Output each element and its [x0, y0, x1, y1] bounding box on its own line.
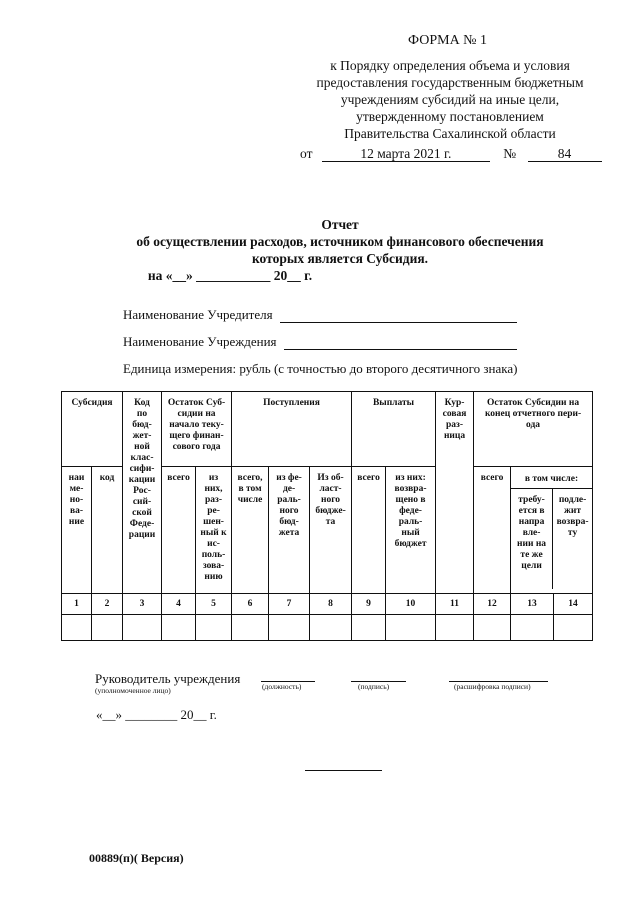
decree-date-line: [300, 146, 602, 162]
form-number: ФОРМА № 1: [408, 33, 488, 48]
signature-authorized-label: (уполномоченное лицо): [95, 686, 171, 695]
subheader-required-line: напра: [518, 517, 545, 527]
header-line: Правительства Сахалинской области: [344, 126, 556, 141]
table-cell[interactable]: [196, 615, 232, 641]
column-number: 10: [386, 594, 436, 615]
subheader-code: код: [92, 467, 123, 594]
subheader-permitted: [196, 467, 232, 594]
subheader-federal-line: де-: [282, 484, 296, 494]
subheader-federal-line: раль-: [277, 495, 301, 505]
decree-date: 12 марта 2021 г.: [322, 146, 490, 162]
number-label: №: [503, 146, 517, 161]
header-balance-end-line: Остаток Субсидии на: [487, 398, 580, 408]
header-budget-code-line: ной: [134, 442, 150, 452]
header-balance-start-line: щего финан-: [169, 431, 224, 441]
column-numbers-row: [62, 594, 593, 615]
header-balance-end-line: конец отчетного пери-: [484, 409, 582, 419]
table-cell[interactable]: [92, 615, 123, 641]
subheader-federal-line: бюд-: [279, 517, 299, 527]
founder-field: [123, 307, 517, 323]
form-header: [290, 57, 610, 142]
founder-input-line[interactable]: [280, 310, 517, 323]
subheader-receipts-total-line: всего,: [237, 473, 263, 483]
header-budget-code-line: Феде-: [129, 519, 155, 529]
header-balance-end-line: ода: [526, 420, 541, 430]
subheader-regional: [310, 467, 352, 594]
subheader-receipts-total-line: числе: [237, 495, 263, 505]
subheader-required-line: цели: [521, 561, 542, 571]
report-subtitle: об осуществлении расходов, источником финансового обеспечения: [136, 234, 544, 249]
from-label: от: [300, 146, 313, 161]
column-number: 14: [554, 594, 593, 615]
subheader-payments-federal-line: ный: [401, 528, 420, 538]
subheader-name: [62, 467, 92, 594]
subheader-regional-line: Из об-: [317, 473, 344, 483]
header-balance-start-line: сидии на: [177, 409, 216, 419]
subheader-required-line: вле-: [522, 528, 541, 538]
subheader-start-total: всего: [162, 467, 196, 594]
header-subsidy: Субсидия: [62, 392, 123, 467]
subheader-permitted-line: нию: [204, 572, 223, 582]
subheader-name-line: ва-: [69, 506, 84, 516]
header-payments: Выплаты: [352, 392, 436, 467]
column-number: 12: [474, 594, 511, 615]
subheader-permitted-line: ис-: [207, 539, 220, 549]
column-number: 9: [352, 594, 386, 615]
subheader-permitted-line: из: [208, 473, 219, 483]
subheader-name-line: ме-: [69, 484, 84, 494]
table-cell[interactable]: [232, 615, 269, 641]
subheader-regional-line: ласт-: [319, 484, 342, 494]
subheader-including-label: в том числе:: [511, 467, 592, 489]
table-cell[interactable]: [511, 615, 554, 641]
subheader-permitted-line: раз-: [205, 495, 223, 505]
column-number: 5: [196, 594, 232, 615]
column-number: 7: [269, 594, 310, 615]
header-balance-end: [474, 392, 593, 467]
subheader-required-line: те же: [520, 550, 543, 560]
founder-label: Наименование Учредителя: [123, 307, 273, 322]
table-cell[interactable]: [352, 615, 386, 641]
subheader-permitted-line: шен-: [203, 517, 224, 527]
subheader-return-line: возвра-: [556, 517, 589, 527]
report-date-line: на «__» ___________ 20__ г.: [147, 268, 313, 283]
header-budget-code: [123, 392, 162, 594]
subheader-payments-federal-line: возвра-: [394, 484, 427, 494]
header-budget-code-line: клас-: [130, 453, 154, 463]
table-cell[interactable]: [554, 615, 593, 641]
header-receipts: Поступления: [232, 392, 352, 467]
subheader-name-line: ние: [68, 517, 85, 527]
table-cell[interactable]: [123, 615, 162, 641]
column-number: 2: [92, 594, 123, 615]
subheader-permitted-line: зова-: [202, 561, 225, 571]
header-budget-code-line: кации: [128, 475, 156, 485]
subheader-name-line: наи: [68, 473, 85, 483]
table-cell[interactable]: [310, 615, 352, 641]
header-line: утвержденному постановлением: [356, 109, 544, 124]
subheader-federal: [269, 467, 310, 594]
institution-field: [123, 334, 517, 350]
stamp-line: [305, 770, 382, 771]
subheader-end-total: всего: [474, 467, 511, 594]
subheader-receipts-total-line: в том: [238, 484, 262, 494]
signature-caption: (подпись): [358, 682, 390, 691]
table-cell[interactable]: [474, 615, 511, 641]
report-title: Отчет: [321, 217, 359, 232]
subheader-payments-federal-line: феде-: [399, 506, 422, 516]
subheader-permitted-line: поль-: [201, 550, 226, 560]
column-number: 11: [436, 594, 474, 615]
header-balance-start-line: сового года: [172, 442, 221, 452]
report-subtitle-2: которых является Субсидия.: [251, 251, 429, 266]
column-number: 6: [232, 594, 269, 615]
subheader-payments-federal-line: из них:: [395, 473, 426, 483]
subheader-return: [553, 489, 592, 589]
subheader-permitted-line: ный к: [200, 528, 227, 538]
subheader-payments-federal: [386, 467, 436, 594]
subheader-required-line: требу-: [518, 495, 545, 505]
subheader-including: [511, 467, 593, 594]
header-budget-code-line: ской: [132, 508, 152, 518]
signature-head-label: Руководитель учреждения: [95, 671, 241, 686]
subheader-return-line: жит: [564, 506, 582, 516]
header-budget-code-line: рации: [128, 530, 156, 540]
subheader-receipts-total: [232, 467, 269, 594]
subheader-including-split: [511, 489, 592, 589]
header-rate-line: раз-: [446, 420, 464, 430]
subheader-required: [511, 489, 553, 589]
table-cell[interactable]: [162, 615, 196, 641]
subheader-payments-federal-line: бюджет: [394, 539, 427, 549]
table-cell[interactable]: [436, 615, 474, 641]
header-budget-code-line: сий-: [132, 497, 152, 507]
header-rate-line: совая: [442, 409, 467, 419]
header-rate-difference: [436, 392, 474, 594]
column-number: 13: [511, 594, 554, 615]
subheader-payments-federal-line: щено в: [395, 495, 426, 505]
institution-input-line[interactable]: [284, 337, 517, 350]
subheader-federal-line: из фе-: [276, 473, 302, 483]
header-budget-code-line: сифи-: [129, 464, 155, 474]
subheader-regional-line: ного: [321, 495, 341, 505]
header-balance-start-line: начало теку-: [169, 420, 224, 430]
subheader-name-line: но-: [69, 495, 84, 505]
column-number: 4: [162, 594, 196, 615]
header-line: предоставления государственным бюджетным: [316, 75, 584, 90]
decoding-caption: (расшифровка подписи): [454, 682, 531, 691]
document-code: [89, 851, 184, 866]
subheader-payments-total: всего: [352, 467, 386, 594]
unit-line: Единица измерения: рубль (с точностью до второго десятичного знака): [123, 361, 518, 376]
subheader-return-line: подле-: [558, 495, 587, 505]
header-rate-line: Кур-: [444, 398, 465, 408]
subheader-required-line: ется в: [518, 506, 545, 516]
subheader-regional-line: та: [325, 517, 336, 527]
column-number: 3: [123, 594, 162, 615]
subheader-permitted-line: ре-: [207, 506, 220, 516]
header-line: к Порядку определения объема и условия: [330, 58, 570, 73]
signature-date: «__» ________ 20__ г.: [96, 707, 217, 722]
decree-number: 84: [528, 146, 602, 162]
subheader-permitted-line: них,: [204, 484, 223, 494]
table-cell[interactable]: [62, 615, 92, 641]
table-row: [62, 615, 593, 641]
header-budget-code-line: по: [136, 409, 148, 419]
column-number: 8: [310, 594, 352, 615]
header-line: учреждениям субсидий на иные цели,: [340, 92, 560, 107]
header-rate-line: ница: [443, 431, 466, 441]
subheader-federal-line: ного: [279, 506, 299, 516]
header-budget-code-line: Рос-: [133, 486, 151, 496]
subheader-federal-line: жета: [278, 528, 300, 538]
document-code-text: 00889(п)( Версия): [89, 851, 184, 865]
subheader-required-line: нии на: [517, 539, 547, 549]
column-number: 1: [62, 594, 92, 615]
position-caption: (должность): [262, 682, 302, 691]
header-budget-code-line: бюд-: [132, 420, 152, 430]
subheader-return-line: ту: [567, 528, 578, 538]
header-budget-code-line: жет-: [132, 431, 152, 441]
subheader-regional-line: бюдже-: [315, 506, 346, 516]
header-balance-start-line: Остаток Суб-: [167, 398, 226, 408]
header-balance-start: [162, 392, 232, 467]
institution-label: Наименование Учреждения: [123, 334, 277, 349]
table-cell[interactable]: [386, 615, 436, 641]
report-table: [61, 391, 593, 641]
subheader-payments-federal-line: раль-: [398, 517, 423, 527]
table-cell[interactable]: [269, 615, 310, 641]
header-budget-code-line: Код: [134, 398, 150, 408]
